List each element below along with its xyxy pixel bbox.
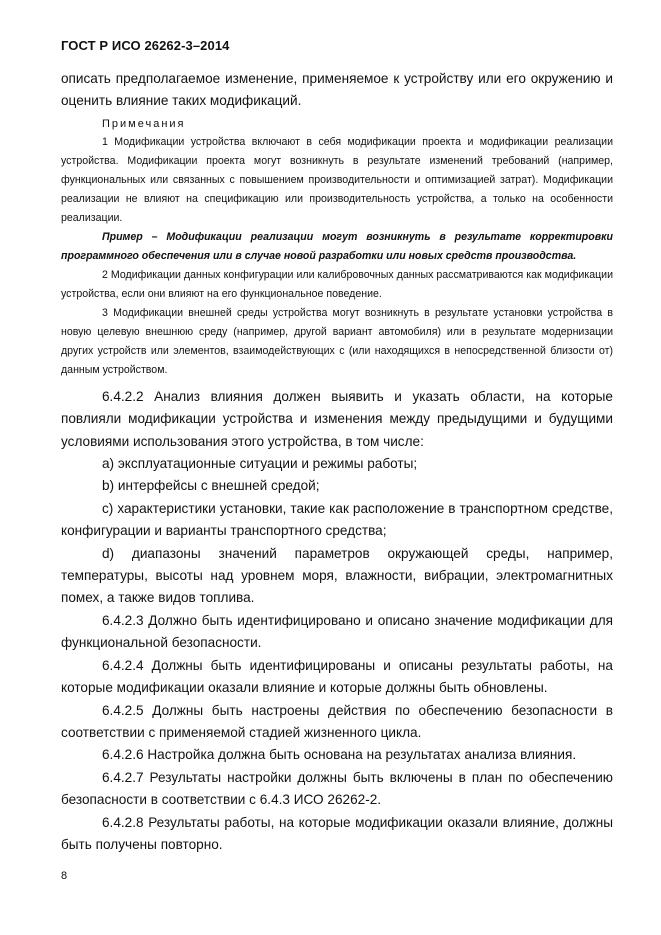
clause-6-4-2-5: 6.4.2.5 Должны быть настроены действия по обеспечению безопасности в соответствии с применяемой стадией жизненного цикла.: [61, 702, 613, 740]
note-1: 1 Модификации устройства включают в себя модификации проекта и модификации реализации устройства. Модификации проекта могут возникнуть в результате изменений требований (например, функциональных или связанных с повышением производительности и оптимизацией затрат). Модификации реализации не влияют на спецификацию или производительность устройства, а только на особенности реализации.: [61, 135, 613, 224]
clause-6-4-2-2: 6.4.2.2 Анализ влияния должен выявить и указать области, на которые повлияли модификации устройства и изменения между предыдущими и будущими условиями использования этого устройства, в том числе:: [61, 388, 613, 449]
note-2: 2 Модификации данных конфигурации или калибровочных данных рассматриваются как модификации устройства, если они влияют на его функциональное поведение.: [61, 268, 613, 300]
clause-6-4-2-3: 6.4.2.3 Должно быть идентифицировано и описано значение модификации для функциональной безопасности.: [61, 612, 613, 651]
clause-6-4-2-6: 6.4.2.6 Настройка должна быть основана на результатах анализа влияния.: [102, 747, 577, 763]
list-item-b: b) интерфейсы с внешней средой;: [102, 478, 320, 494]
clause-6-4-2-7: 6.4.2.7 Результаты настройки должны быть включены в план по обеспечению безопасности в соответствии с 6.4.3 ИСО 26262-2.: [61, 769, 613, 808]
note-example: Пример – Модификации реализации могут возникнуть в результате корректировки программного обеспечения или в случае новой разработки или новых средств производства.: [61, 230, 613, 262]
document-header: ГОСТ Р ИСО 26262-3–2014: [61, 38, 230, 53]
page-number: 8: [61, 870, 68, 882]
list-item-c: c) характеристики установки, такие как расположение в транспортном средстве, конфигурации и варианты транспортного средства;: [61, 500, 613, 539]
clause-6-4-2-8: 6.4.2.8 Результаты работы, на которые модификации оказали влияние, должны быть получены повторно.: [61, 814, 613, 852]
list-item-a: a) эксплуатационные ситуации и режимы работы;: [102, 456, 418, 472]
note-3: 3 Модификации внешней среды устройства могут возникнуть в результате установки устройства в новую целевую внешнюю среду (например, другой вариант автомобиля) или в результате модернизации других устройств или элементов, взаимодействующих с (или находящихся в непосредственной близости от) данным устройством.: [61, 306, 613, 376]
page-content: [61, 68, 613, 856]
notes-title: Примечания: [102, 117, 186, 130]
intro-paragraph: описать предполагаемое изменение, применяемое к устройству или его окружению и оценить влияние таких модификаций.: [61, 71, 613, 109]
list-item-d: d) диапазоны значений параметров окружающей среды, например, температуры, высоты над уровнем моря, влажности, вибрации, электромагнитных помех, а также видов топлива.: [61, 545, 613, 606]
clause-6-4-2-4: 6.4.2.4 Должны быть идентифицированы и описаны результаты работы, на которые модификации оказали влияние и которые должны быть обновлены.: [61, 657, 613, 696]
